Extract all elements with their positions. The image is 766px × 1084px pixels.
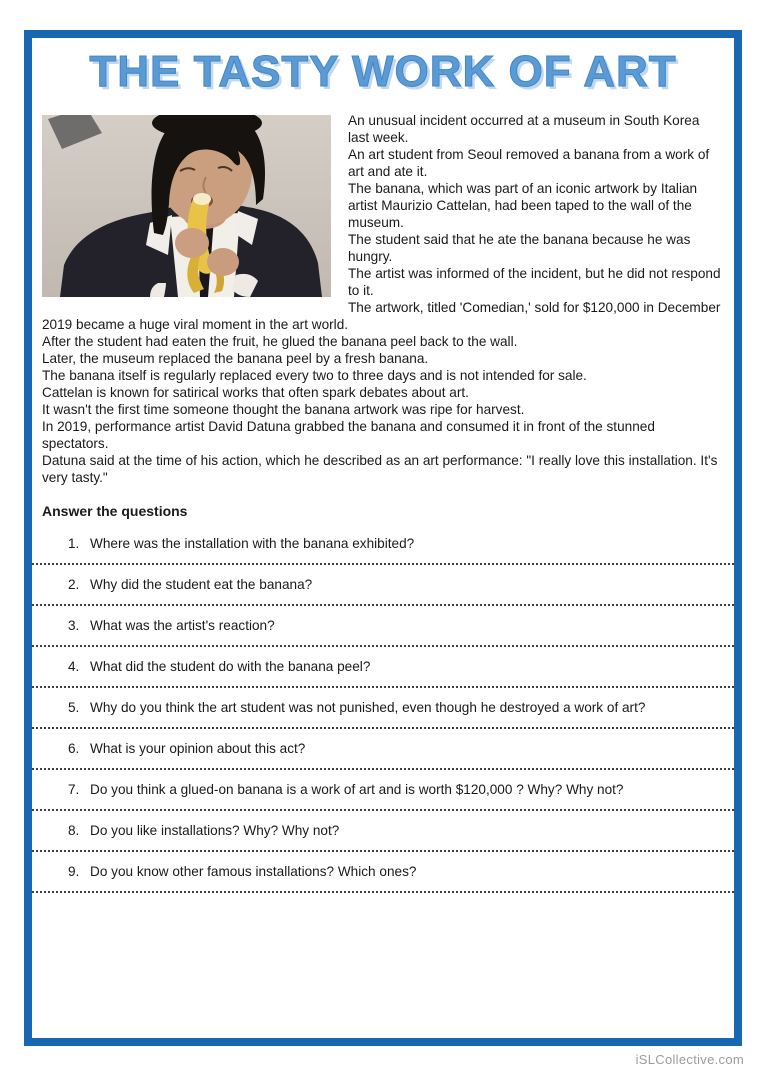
question-item bbox=[42, 781, 724, 798]
question-item bbox=[42, 658, 724, 675]
answer-line bbox=[32, 768, 734, 770]
passage-sentence: It wasn't the first time someone thought the banana artwork was ripe for harvest. bbox=[42, 401, 525, 417]
question-number: 9. bbox=[68, 863, 80, 879]
answer-line bbox=[32, 891, 734, 893]
question-text: What is your opinion about this act? bbox=[90, 740, 306, 756]
question-number: 5. bbox=[68, 699, 80, 715]
passage-sentence: The artwork, titled 'Comedian,' sold for $120,000 in December 2019 became a huge viral moment in the art world. bbox=[42, 299, 721, 332]
student-eating-banana-photo bbox=[42, 115, 331, 297]
question-item bbox=[42, 535, 724, 552]
answer-line bbox=[32, 563, 734, 565]
passage-sentence: Cattelan is known for satirical works that often spark debates about art. bbox=[42, 384, 469, 400]
question-text: Do you like installations? Why? Why not? bbox=[90, 822, 340, 838]
question-number: 7. bbox=[68, 781, 80, 797]
passage-sentence: The banana, which was part of an iconic artwork by Italian artist Maurizio Cattelan, had been taped to the wall of the museum. bbox=[348, 180, 698, 230]
answer-line bbox=[32, 809, 734, 811]
passage-sentence: The student said that he ate the banana because he was hungry. bbox=[348, 231, 691, 264]
answer-line bbox=[32, 604, 734, 606]
page-border-frame bbox=[24, 30, 742, 1046]
passage-sentence: The artist was informed of the incident, but he did not respond to it. bbox=[348, 265, 721, 298]
answer-line bbox=[32, 850, 734, 852]
passage-sentence: After the student had eaten the fruit, he glued the banana peel back to the wall. bbox=[42, 333, 518, 349]
question-number: 4. bbox=[68, 658, 80, 674]
passage-sentence: An unusual incident occurred at a museum in South Korea last week. bbox=[348, 112, 700, 145]
questions-heading: Answer the questions bbox=[42, 502, 188, 519]
question-item bbox=[42, 863, 724, 880]
question-text: Why did the student eat the banana? bbox=[90, 576, 313, 592]
question-text: What did the student do with the banana peel? bbox=[90, 658, 371, 674]
question-number: 3. bbox=[68, 617, 80, 633]
question-item bbox=[42, 699, 724, 716]
passage-sentence: An art student from Seoul removed a banana from a work of art and ate it. bbox=[348, 146, 710, 179]
question-number: 8. bbox=[68, 822, 80, 838]
questions-list bbox=[42, 535, 724, 893]
question-number: 1. bbox=[68, 535, 80, 551]
answer-line bbox=[32, 686, 734, 688]
question-text: Do you know other famous installations? Which ones? bbox=[90, 863, 417, 879]
question-number: 6. bbox=[68, 740, 80, 756]
question-item bbox=[42, 576, 724, 593]
passage-sentence: The banana itself is regularly replaced every two to three days and is not intended for sale. bbox=[42, 367, 587, 383]
banana-eater-illustration bbox=[42, 115, 331, 297]
reading-passage bbox=[42, 112, 724, 486]
question-item bbox=[42, 740, 724, 757]
passage-sentence: Later, the museum replaced the banana peel by a fresh banana. bbox=[42, 350, 429, 366]
passage-sentence: In 2019, performance artist David Datuna grabbed the banana and consumed it in front of the stunned spectators. bbox=[42, 418, 655, 451]
question-text: Why do you think the art student was not punished, even though he destroyed a work of art? bbox=[90, 699, 646, 715]
question-number: 2. bbox=[68, 576, 80, 592]
answer-line bbox=[32, 645, 734, 647]
question-text: Where was the installation with the banana exhibited? bbox=[90, 535, 415, 551]
answer-line bbox=[32, 727, 734, 729]
worksheet-title: THE TASTY WORK OF ART bbox=[89, 47, 677, 96]
question-text: What was the artist's reaction? bbox=[90, 617, 275, 633]
question-item bbox=[42, 822, 724, 839]
question-item bbox=[42, 617, 724, 634]
question-text: Do you think a glued-on banana is a work of art and is worth $120,000 ? Why? Why not? bbox=[90, 781, 624, 797]
passage-sentence: Datuna said at the time of his action, which he described as an art performance: "I really love this installation. It's very tasty." bbox=[42, 452, 718, 485]
islcollective-watermark: iSLCollective.com bbox=[635, 1052, 744, 1067]
